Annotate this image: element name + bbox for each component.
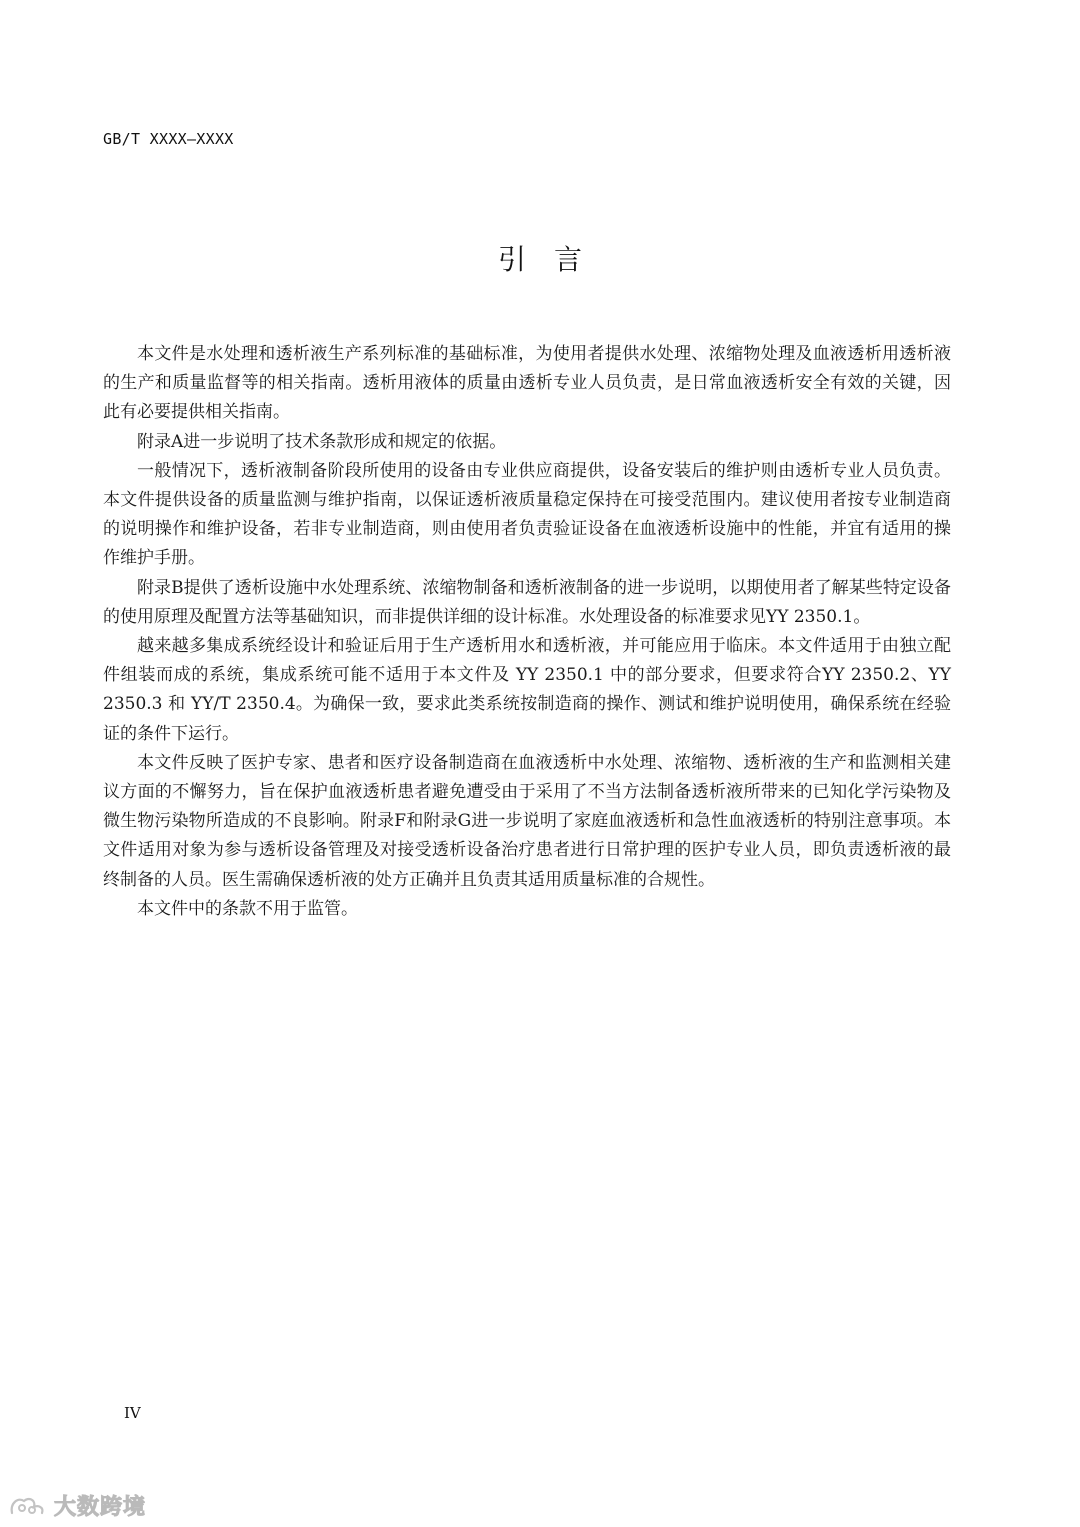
watermark [8, 1490, 146, 1521]
watermark-text: 大数跨境 [54, 1495, 147, 1520]
paragraph-2: 附录A进一步说明了技术条款形成和规定的依据。 [137, 431, 507, 452]
document-body [103, 340, 951, 924]
paragraph-4: 附录B提供了透析设施中水处理系统、浓缩物制备和透析液制备的进一步说明，以期使用者了解某些特定设备的使用原理及配置方法等基础知识，而非提供详细的设计标准。水处理设备的标准要求见YY 2350.1。 [103, 577, 951, 627]
paragraph-6: 本文件反映了医护专家、患者和医疗设备制造商在血液透析中水处理、浓缩物、透析液的生产和监测相关建议方面的不懈努力，旨在保护血液透析患者避免遭受由于采用了不当方法制备透析液所带来的已知化学污染物及微生物污染物所造成的不良影响。附录F和附录G进一步说明了家庭血液透析和急性血液透析的特别注意事项。本文件适用对象为参与透析设备管理及对接受透析设备治疗患者进行日常护理的医护专业人员，即负责透析液的最终制备的人员。医生需确保透析液的处方正确并且负责其适用质量标准的合规性。 [103, 752, 951, 890]
watermark-logo-icon [8, 1493, 48, 1519]
paragraph-5: 越来越多集成系统经设计和验证后用于生产透析用水和透析液，并可能应用于临床。本文件适用于由独立配件组装而成的系统，集成系统可能不适用于本文件及 YY 2350.1 中的部分要求，但要求符合YY 2350.2、YY 2350.3 和 YY/T 2350.4。为确保一致，要求此类系统按制造商的操作、测试和维护说明使用，确保系统在经验证的条件下运行。 [103, 636, 951, 744]
paragraph-1: 本文件是水处理和透析液生产系列标准的基础标准，为使用者提供水处理、浓缩物处理及血液透析用透析液的生产和质量监督等的相关指南。透析用液体的质量由透析专业人员负责，是日常血液透析安全有效的关键，因此有必要提供相关指南。 [103, 344, 951, 423]
document-code: GB/T XXXX—XXXX [103, 130, 234, 148]
paragraph-7: 本文件中的条款不用于监管。 [137, 898, 358, 919]
paragraph-3: 一般情况下，透析液制备阶段所使用的设备由专业供应商提供，设备安装后的维护则由透析专业人员负责。本文件提供设备的质量监测与维护指南，以保证透析液质量稳定保持在可接受范围内。建议使用者按专业制造商的说明操作和维护设备，若非专业制造商，则由使用者负责验证设备在血液透析设施中的性能，并宜有适用的操作维护手册。 [103, 460, 951, 569]
page-title: 引言 [497, 243, 610, 276]
page-number: IV [124, 1404, 141, 1422]
